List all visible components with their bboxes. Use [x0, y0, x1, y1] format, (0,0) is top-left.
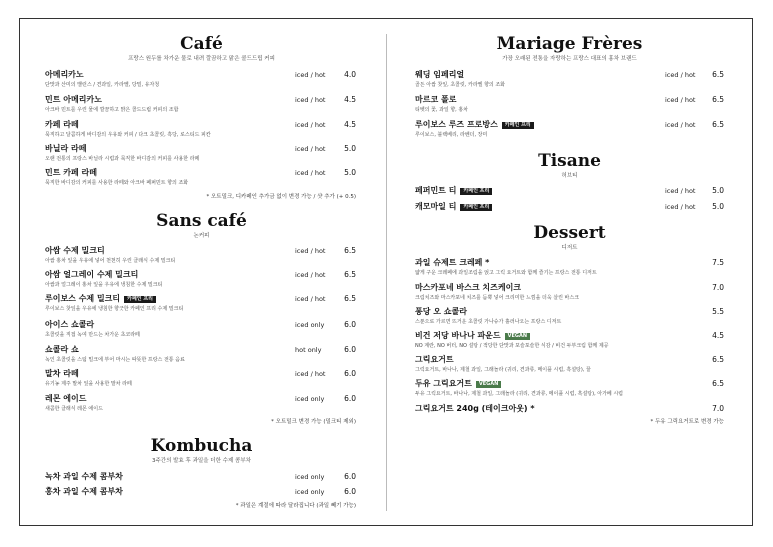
item-price: 5.0	[712, 186, 724, 195]
item-price: 6.0	[344, 472, 356, 481]
item-price: 5.0	[344, 168, 356, 177]
item-desc: NO 계란, NO 버터, NO 설탕 / 적당한 단맛과 포슬포슬한 식감 / 비건 두부크림 함께 제공	[415, 343, 609, 349]
item-name: 레몬 에이드	[45, 394, 87, 403]
item-price: 6.0	[344, 320, 356, 329]
item-name: 홍차 과일 수제 콤부차	[45, 487, 123, 496]
item-price: 6.5	[712, 379, 724, 388]
section-title-sans-cafe: Sans café	[156, 211, 247, 231]
item-desc: 루이보스, 블랙베리, 라벤더, 장미	[415, 132, 488, 138]
item-option: iced / hot	[665, 121, 696, 129]
item-desc: 묵직한 바디감의 커피를 사용한 라떼와 아크바 페퍼민트 향의 조화	[45, 180, 189, 186]
menu-item	[45, 95, 358, 119]
menu-item	[415, 355, 724, 379]
item-price: 6.0	[344, 394, 356, 403]
item-name: 말차 라떼	[45, 369, 79, 378]
item-name-text: 두유 그릭요거트	[415, 379, 472, 388]
item-name	[415, 186, 492, 196]
item-option: iced / hot	[295, 295, 326, 303]
section-title-cafe: Café	[180, 34, 223, 54]
section-subtitle-cafe: 프랑스 원두를 차가운 물로 내려 깔끔하고 맑은 콜드드립 커피	[128, 56, 275, 62]
item-option: iced / hot	[295, 96, 326, 104]
menu-item	[45, 144, 358, 168]
item-name: 웨딩 임페리얼	[415, 70, 465, 79]
item-price: 4.0	[344, 70, 356, 79]
item-option: iced / hot	[295, 247, 326, 255]
menu-item	[415, 404, 724, 416]
item-option: iced only	[295, 395, 325, 403]
item-name: 그릭요거트 240g (테이크아웃) *	[415, 404, 535, 413]
section-subtitle-dessert: 디저트	[561, 245, 578, 251]
menu-item	[415, 120, 724, 144]
section-note-sans-cafe: * 오트밀크 변경 가능 (밀크티 제외)	[271, 419, 356, 425]
menu-item	[415, 379, 724, 403]
menu-item	[45, 472, 358, 484]
item-option: iced / hot	[665, 96, 696, 104]
vegan-badge: VEGAN	[505, 333, 530, 340]
item-name	[415, 379, 501, 389]
section-note-dessert: * 두유 그릭요거트로 변경 가능	[650, 419, 724, 425]
item-desc: 얇게 구운 크레페에 과일조림을 얹고 그릭 요거트와 함께 즐기는 프랑스 전통 디저트	[415, 270, 597, 276]
item-name: 녹차 과일 수제 콤부차	[45, 472, 123, 481]
item-name: 아쌈 수제 밀크티	[45, 246, 105, 255]
item-desc: 유기농 제주 말차 잎을 사용한 말차 라떼	[45, 381, 132, 387]
item-option: iced only	[295, 473, 325, 481]
menu-item	[415, 95, 724, 119]
item-desc: 녹인 초콜릿을 스팀 밀크에 부어 마시는 따뜻한 프랑스 전통 음료	[45, 357, 185, 363]
menu-item	[45, 345, 358, 369]
item-desc: 오랜 전통의 프랑스 바닐라 시럽과 묵직한 바디감의 커피를 사용한 라떼	[45, 156, 200, 162]
item-name: 아쌈 얼그레이 수제 밀크티	[45, 270, 139, 279]
menu-item	[45, 70, 358, 94]
item-desc: 아쌈 홍차 잎을 우유에 넣어 천천히 우린 클래식 수제 밀크티	[45, 258, 176, 264]
item-price: 4.5	[344, 120, 356, 129]
item-name: 바닐라 라떼	[45, 144, 87, 153]
item-name: 쇼콜라 쇼	[45, 345, 79, 354]
item-name-text: 캐모마일 티	[415, 202, 457, 211]
section-title-kombucha: Kombucha	[150, 436, 253, 456]
item-option: iced / hot	[295, 169, 326, 177]
item-name	[415, 120, 534, 130]
item-option: iced only	[295, 321, 325, 329]
item-price: 6.5	[712, 95, 724, 104]
item-price: 6.0	[344, 369, 356, 378]
item-option: iced / hot	[665, 71, 696, 79]
column-divider	[386, 34, 387, 511]
item-option: iced / hot	[295, 271, 326, 279]
section-title-tisane: Tisane	[538, 151, 601, 171]
item-name: 마르코 폴로	[415, 95, 457, 104]
section-subtitle-kombucha: 3주간의 발효 후 과일을 더한 수제 콤부차	[152, 458, 251, 464]
item-name-text: 페퍼민트 티	[415, 186, 457, 195]
item-price: 7.0	[712, 404, 724, 413]
menu-item	[45, 246, 358, 270]
menu-item	[45, 394, 358, 418]
item-desc: 단맛과 산미의 밸런스 / 견과일, 카라멜, 당밀, 유자청	[45, 82, 160, 88]
item-desc: 아쌈과 얼그레이 홍차 잎을 우유에 냉침한 수제 밀크티	[45, 282, 163, 288]
item-name: 그릭요거트	[415, 355, 454, 364]
item-option: iced / hot	[295, 370, 326, 378]
item-desc: 아크바 민트를 우린 물에 깔끔하고 맑은 콜드드립 커피의 조합	[45, 107, 179, 113]
item-name: 민트 카페 라떼	[45, 168, 97, 177]
section-subtitle-mariage-freres: 가장 오래된 전통을 자랑하는 프랑스 대표의 홍차 브랜드	[502, 56, 637, 62]
item-name: 카페 라떼	[45, 120, 79, 129]
section-title-dessert: Dessert	[533, 223, 606, 243]
menu-item	[45, 294, 358, 318]
menu-item	[45, 320, 358, 344]
item-option: iced only	[295, 488, 325, 496]
menu-item	[45, 168, 358, 192]
item-name-text: 루이보스 수제 밀크티	[45, 294, 121, 303]
item-price: 5.5	[712, 307, 724, 316]
menu-item	[415, 202, 724, 214]
item-name: 아이스 쇼콜라	[45, 320, 95, 329]
item-price: 6.0	[344, 345, 356, 354]
item-name	[415, 202, 492, 212]
item-price: 6.5	[344, 246, 356, 255]
item-desc: 초콜릿을 직접 녹여 만드는 차가운 초코라떼	[45, 332, 140, 338]
vegan-badge: VEGAN	[476, 381, 501, 388]
item-desc: 새콤한 클래식 레몬 에이드	[45, 406, 103, 412]
item-desc: 두유 그릭요거트, 바나나, 제철 과일, 그래놀라 (귀리, 견과류, 메이플 시럽, 흑설탕), 아가베 시럽	[415, 391, 623, 397]
item-price: 4.5	[344, 95, 356, 104]
item-option: hot only	[295, 346, 322, 354]
item-price: 4.5	[712, 331, 724, 340]
caffeine-free-badge: 카페인 프리	[124, 296, 156, 303]
item-price: 6.5	[344, 270, 356, 279]
caffeine-free-badge: 카페인 프리	[460, 188, 492, 195]
item-price: 6.5	[344, 294, 356, 303]
section-subtitle-sans-cafe: 논커피	[193, 233, 210, 239]
item-name-text: 루이보스 루즈 프로방스	[415, 120, 498, 129]
item-option: iced / hot	[665, 187, 696, 195]
menu-item	[415, 307, 724, 331]
caffeine-free-badge: 카페인 프리	[460, 204, 492, 211]
menu-item	[415, 258, 724, 282]
item-desc: 크림치즈와 마스카포네 치즈를 듬뿍 넣어 크리미한 느낌을 더욱 살린 바스크	[415, 295, 580, 301]
item-option: iced / hot	[295, 71, 326, 79]
caffeine-free-badge: 카페인 프리	[502, 122, 534, 129]
item-price: 6.5	[712, 355, 724, 364]
item-name: 퐁당 오 쇼콜라	[415, 307, 467, 316]
item-desc: 골든 아쌈 찻잎, 초콜릿, 카라멜 향의 조화	[415, 82, 505, 88]
section-note-kombucha: * 과일은 계절에 따라 달라집니다 (과일 빼기 가능)	[235, 503, 356, 509]
item-name: 아메리카노	[45, 70, 84, 79]
item-desc: 스푼으로 가르면 뜨거운 초콜릿 가나슈가 흘러나오는 프랑스 디저트	[415, 319, 562, 325]
section-title-mariage-freres: Mariage Frères	[496, 34, 643, 54]
item-name: 민트 아메리카노	[45, 95, 102, 104]
item-name: 마스카포네 바스크 치즈케이크	[415, 283, 522, 292]
item-price: 7.0	[712, 283, 724, 292]
item-name	[45, 294, 156, 304]
item-desc: 그릭요거트, 바나나, 제철 과일, 그래놀라 (귀리, 견과류, 메이플 시럽, 흑설탕), 꿀	[415, 367, 591, 373]
section-subtitle-tisane: 허브티	[561, 173, 578, 179]
item-price: 6.0	[344, 487, 356, 496]
item-option: iced / hot	[295, 121, 326, 129]
item-option: iced / hot	[295, 145, 326, 153]
menu-item	[415, 186, 724, 198]
menu-item	[415, 70, 724, 94]
menu-item	[45, 120, 358, 144]
item-desc: 티벳의 꽃, 과일 향, 홍차	[415, 107, 469, 113]
item-price: 6.5	[712, 70, 724, 79]
item-price: 5.0	[712, 202, 724, 211]
menu-item	[45, 270, 358, 294]
item-price: 6.5	[712, 120, 724, 129]
item-name-text: 비건 저당 바나나 파운드	[415, 331, 501, 340]
item-option: iced / hot	[665, 203, 696, 211]
item-price: 5.0	[344, 144, 356, 153]
menu-item	[45, 487, 358, 499]
section-note-cafe: * 오트밀크, 디카페인 추가금 없이 변경 가능 / 샷 추가 (+ 0.5)	[206, 194, 356, 200]
item-name: 과일 슈제트 크레페 *	[415, 258, 490, 267]
menu-item	[415, 283, 724, 307]
item-price: 7.5	[712, 258, 724, 267]
item-desc: 루이보스 찻잎을 우유에 냉침한 향긋한 카페인 프리 수제 밀크티	[45, 306, 184, 312]
menu-item	[45, 369, 358, 393]
item-name	[415, 331, 530, 341]
item-desc: 묵직하고 달콤하게 바디감의 우유와 커피 / 다크 초콜릿, 흑당, 로스티드 피칸	[45, 132, 211, 138]
menu-item	[415, 331, 724, 355]
